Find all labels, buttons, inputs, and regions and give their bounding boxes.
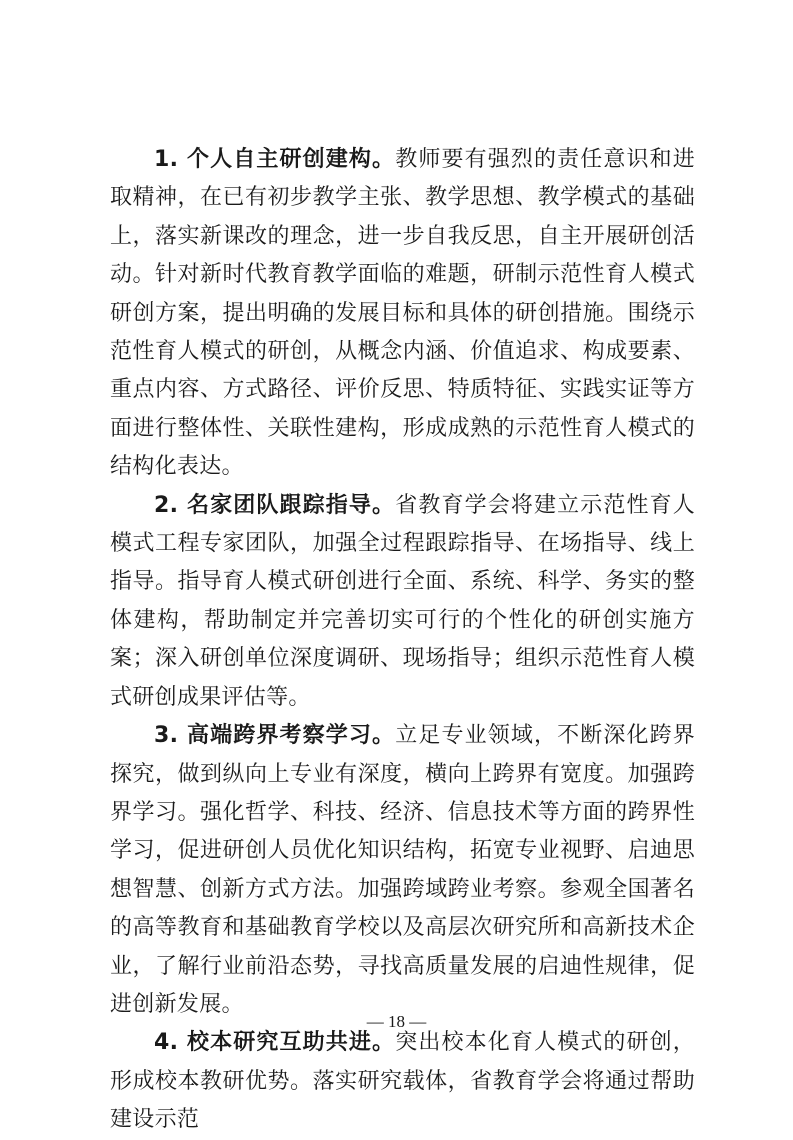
paragraph-3	[110, 717, 695, 1024]
paragraph-2-text: 省教育学会将建立示范性育人模式工程专家团队，加强全过程跟踪指导、在场指导、线上指导。指导育人模式研创进行全面、系统、科学、务实的整体建构，帮助制定并完善切实可行的个性化的研创实施方案；深入研创单位深度调研、现场指导；组织示范性育人模式研创成果评估等。	[110, 492, 695, 710]
paragraph-1-text: 教师要有强烈的责任意识和进取精神，在已有初步教学主张、教学思想、教学模式的基础上，落实新课改的理念，进一步自我反思，自主开展研创活动。针对新时代教育教学面临的难题，研制示范性育人模式研创方案，提出明确的发展目标和具体的研创措施。围绕示范性育人模式的研创，从概念内涵、价值追求、构成要素、重点内容、方式路径、评价反思、特质特征、实践实证等方面进行整体性、关联性建构，形成成熟的示范性育人模式的结构化表达。	[110, 147, 695, 480]
paragraph-4-text: 突出校本化育人模式的研创，形成校本教研优势。落实研究载体，省教育学会将通过帮助建设示范	[110, 1030, 695, 1133]
paragraph-3-heading: 3. 高端跨界考察学习。	[154, 723, 396, 749]
paragraph-4-heading: 4. 校本研究互助共进。	[154, 1030, 396, 1056]
paragraph-1	[110, 141, 695, 487]
paragraph-3-text: 立足专业领域，不断深化跨界探究，做到纵向上专业有深度，横向上跨界有宽度。加强跨界学习。强化哲学、科技、经济、信息技术等方面的跨界性学习，促进研创人员优化知识结构，拓宽专业视野、启迪思想智慧、创新方式方法。加强跨域跨业考察。参观全国著名的高等教育和基础教育学校以及高层次研究所和高新技术企业，了解行业前沿态势，寻找高质量发展的启迪性规律，促进创新发展。	[110, 723, 695, 1017]
paragraph-1-heading: 1. 个人自主研创建构。	[154, 147, 396, 172]
paragraph-2	[110, 487, 695, 717]
paragraph-4	[110, 1024, 695, 1139]
document-body	[110, 141, 695, 1140]
page-number: — 18 —	[366, 1012, 427, 1031]
paragraph-2-heading: 2. 名家团队跟踪指导。	[154, 492, 396, 518]
